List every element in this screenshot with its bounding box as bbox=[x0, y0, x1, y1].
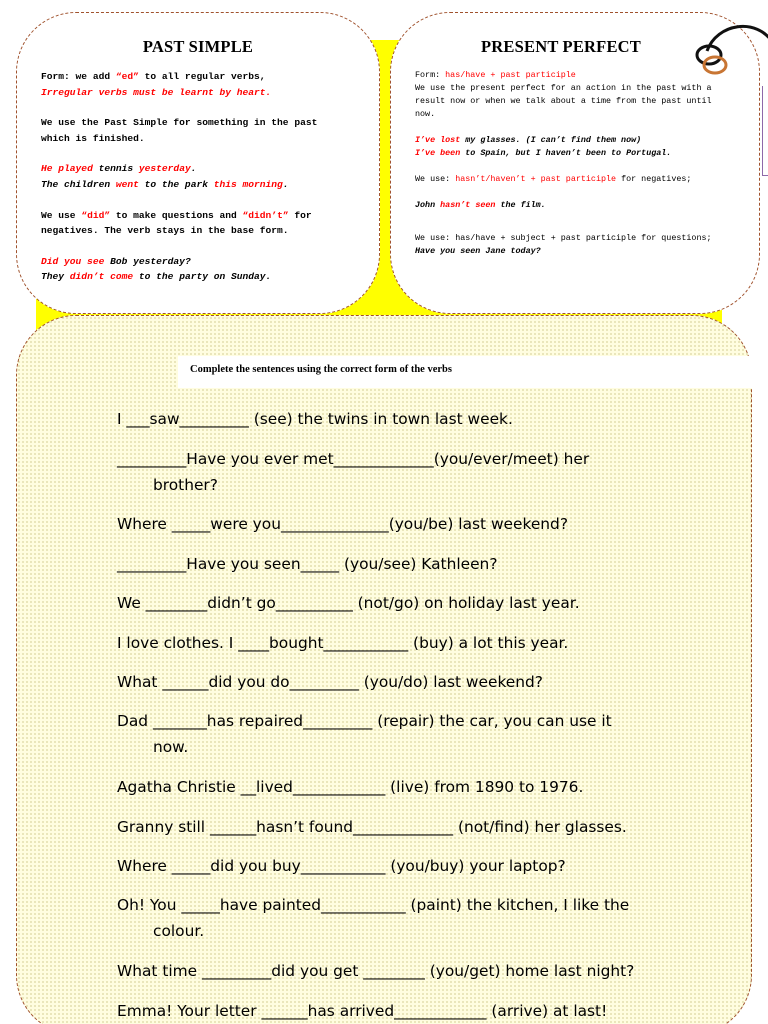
question-line: Where _____were you______________(you/be) last weekend? bbox=[117, 515, 568, 533]
q-text: We use bbox=[41, 209, 82, 221]
period: . bbox=[190, 163, 197, 175]
form-suffix: to all regular verbs, bbox=[138, 71, 266, 82]
question-line: _________Have you ever met_____________(you/ever/meet) her bbox=[117, 450, 590, 468]
exercise-question bbox=[117, 630, 737, 656]
present-perfect-neg-example bbox=[415, 199, 733, 212]
side-frame-decoration bbox=[762, 86, 768, 176]
example-text: to the party on Sunday. bbox=[133, 271, 272, 283]
example-ive-lost: I’ve lost bbox=[415, 135, 461, 145]
past-simple-form bbox=[41, 69, 359, 100]
neg-value: hasn’t/haven’t + past participle bbox=[455, 174, 617, 184]
example-children: The children bbox=[41, 178, 116, 190]
present-perfect-form bbox=[415, 69, 733, 82]
example-text: the film. bbox=[495, 200, 546, 210]
did-highlight: “did” bbox=[81, 209, 111, 221]
exercise-question bbox=[117, 406, 737, 432]
irregular-note: Irregular verbs must be learnt by heart. bbox=[41, 86, 272, 98]
form-label: Form: we add bbox=[41, 71, 116, 82]
past-simple-examples bbox=[41, 161, 359, 192]
question-line: Granny still ______hasn’t found_____________ (not/find) her glasses. bbox=[117, 818, 627, 836]
past-simple-question-examples bbox=[41, 254, 359, 285]
question-continuation: now. bbox=[153, 738, 189, 756]
exercise-question bbox=[117, 853, 737, 879]
q-line: We use: has/have + subject + past participle for questions; bbox=[415, 233, 712, 243]
question-continuation: brother? bbox=[153, 476, 218, 494]
example-text: John bbox=[415, 200, 441, 210]
question-line: Where _____did you buy___________ (you/buy) your laptop? bbox=[117, 857, 566, 875]
exercise-question bbox=[117, 669, 737, 695]
present-perfect-rules bbox=[415, 69, 733, 258]
example-text: my glasses. (I can’t find them now) bbox=[460, 135, 642, 145]
exercise-instruction: Complete the sentences using the correct form of the verbs bbox=[190, 364, 452, 375]
example-tennis: tennis bbox=[92, 163, 139, 175]
question-line: We ________didn’t go__________ (not/go) on holiday last year. bbox=[117, 594, 580, 612]
past-simple-panel bbox=[16, 12, 380, 314]
present-perfect-title: PRESENT PERFECT bbox=[481, 37, 641, 56]
neg-suffix: for negatives; bbox=[616, 174, 692, 184]
exercise-question bbox=[117, 446, 737, 498]
example-park: to the park bbox=[138, 178, 214, 190]
q-text: for bbox=[288, 209, 312, 221]
question-line: What ______did you do_________ (you/do) last weekend? bbox=[117, 673, 543, 691]
present-perfect-questions bbox=[415, 232, 733, 258]
example-didnt-come: didn’t come bbox=[69, 271, 134, 283]
past-simple-questions bbox=[41, 208, 359, 239]
example-went: went bbox=[115, 178, 139, 190]
example-did-you-see: Did you see bbox=[41, 255, 105, 267]
question-line: Emma! Your letter ______has arrived____________ (arrive) at last! bbox=[117, 1002, 608, 1020]
example-yesterday: yesterday bbox=[138, 163, 191, 175]
exercise-question bbox=[117, 814, 737, 840]
example-he: He bbox=[41, 163, 59, 175]
present-perfect-examples bbox=[415, 134, 733, 160]
past-simple-title: PAST SIMPLE bbox=[142, 37, 254, 56]
instruction-box bbox=[178, 356, 768, 388]
use-line-2: which is finished. bbox=[41, 132, 145, 144]
q-line-2: negatives. The verb stays in the base form. bbox=[41, 225, 289, 237]
example-played: played bbox=[58, 163, 93, 175]
present-perfect-panel bbox=[390, 12, 760, 314]
exercise-question bbox=[117, 511, 737, 537]
example-text: Bob yesterday? bbox=[104, 255, 191, 267]
form-value: has/have + past participle bbox=[445, 70, 576, 80]
question-line: _________Have you seen_____ (you/see) Kathleen? bbox=[117, 555, 498, 573]
exercise-question bbox=[117, 998, 737, 1024]
example-this-morning: this morning bbox=[213, 178, 283, 190]
exercise-question bbox=[117, 551, 737, 577]
q-text: to make questions and bbox=[110, 209, 243, 221]
present-perfect-negatives bbox=[415, 173, 733, 186]
question-line: I ___saw_________ (see) the twins in town last week. bbox=[117, 410, 513, 428]
neg-label: We use: bbox=[415, 174, 456, 184]
question-line: Oh! You _____have painted___________ (paint) the kitchen, I like the bbox=[117, 896, 630, 914]
example-ive-been: I’ve been bbox=[415, 148, 461, 158]
question-line: Agatha Christie __lived____________ (live) from 1890 to 1976. bbox=[117, 778, 584, 796]
question-line: What time _________did you get ________ (you/get) home last night? bbox=[117, 962, 635, 980]
example-hasnt-seen: hasn’t seen bbox=[440, 200, 496, 210]
question-line: Dad _______has repaired_________ (repair) the car, you can use it bbox=[117, 712, 612, 730]
use-line-1: We use the Past Simple for something in the past bbox=[41, 117, 318, 129]
exercise-question bbox=[117, 958, 737, 984]
didnt-highlight: “didn’t” bbox=[242, 209, 289, 221]
exercise-question bbox=[117, 590, 737, 616]
example-text: to Spain, but I haven’t been to Portugal. bbox=[460, 148, 672, 158]
question-continuation: colour. bbox=[153, 922, 205, 940]
form-label: Form: bbox=[415, 70, 446, 80]
example-have-you-seen: Have you seen Jane today? bbox=[415, 246, 541, 256]
question-line: I love clothes. I ____bought___________ (buy) a lot this year. bbox=[117, 634, 569, 652]
past-simple-use bbox=[41, 115, 359, 146]
ed-highlight: “ed” bbox=[115, 71, 139, 82]
exercise-question bbox=[117, 774, 737, 800]
period: . bbox=[282, 178, 289, 190]
past-simple-rules bbox=[41, 69, 359, 300]
exercise-question bbox=[117, 892, 737, 944]
exercise-question bbox=[117, 708, 737, 760]
present-perfect-use: We use the present perfect for an action in the past with a result now or when we talk about a time from the past until now. bbox=[415, 83, 712, 119]
example-text: They bbox=[41, 271, 70, 283]
